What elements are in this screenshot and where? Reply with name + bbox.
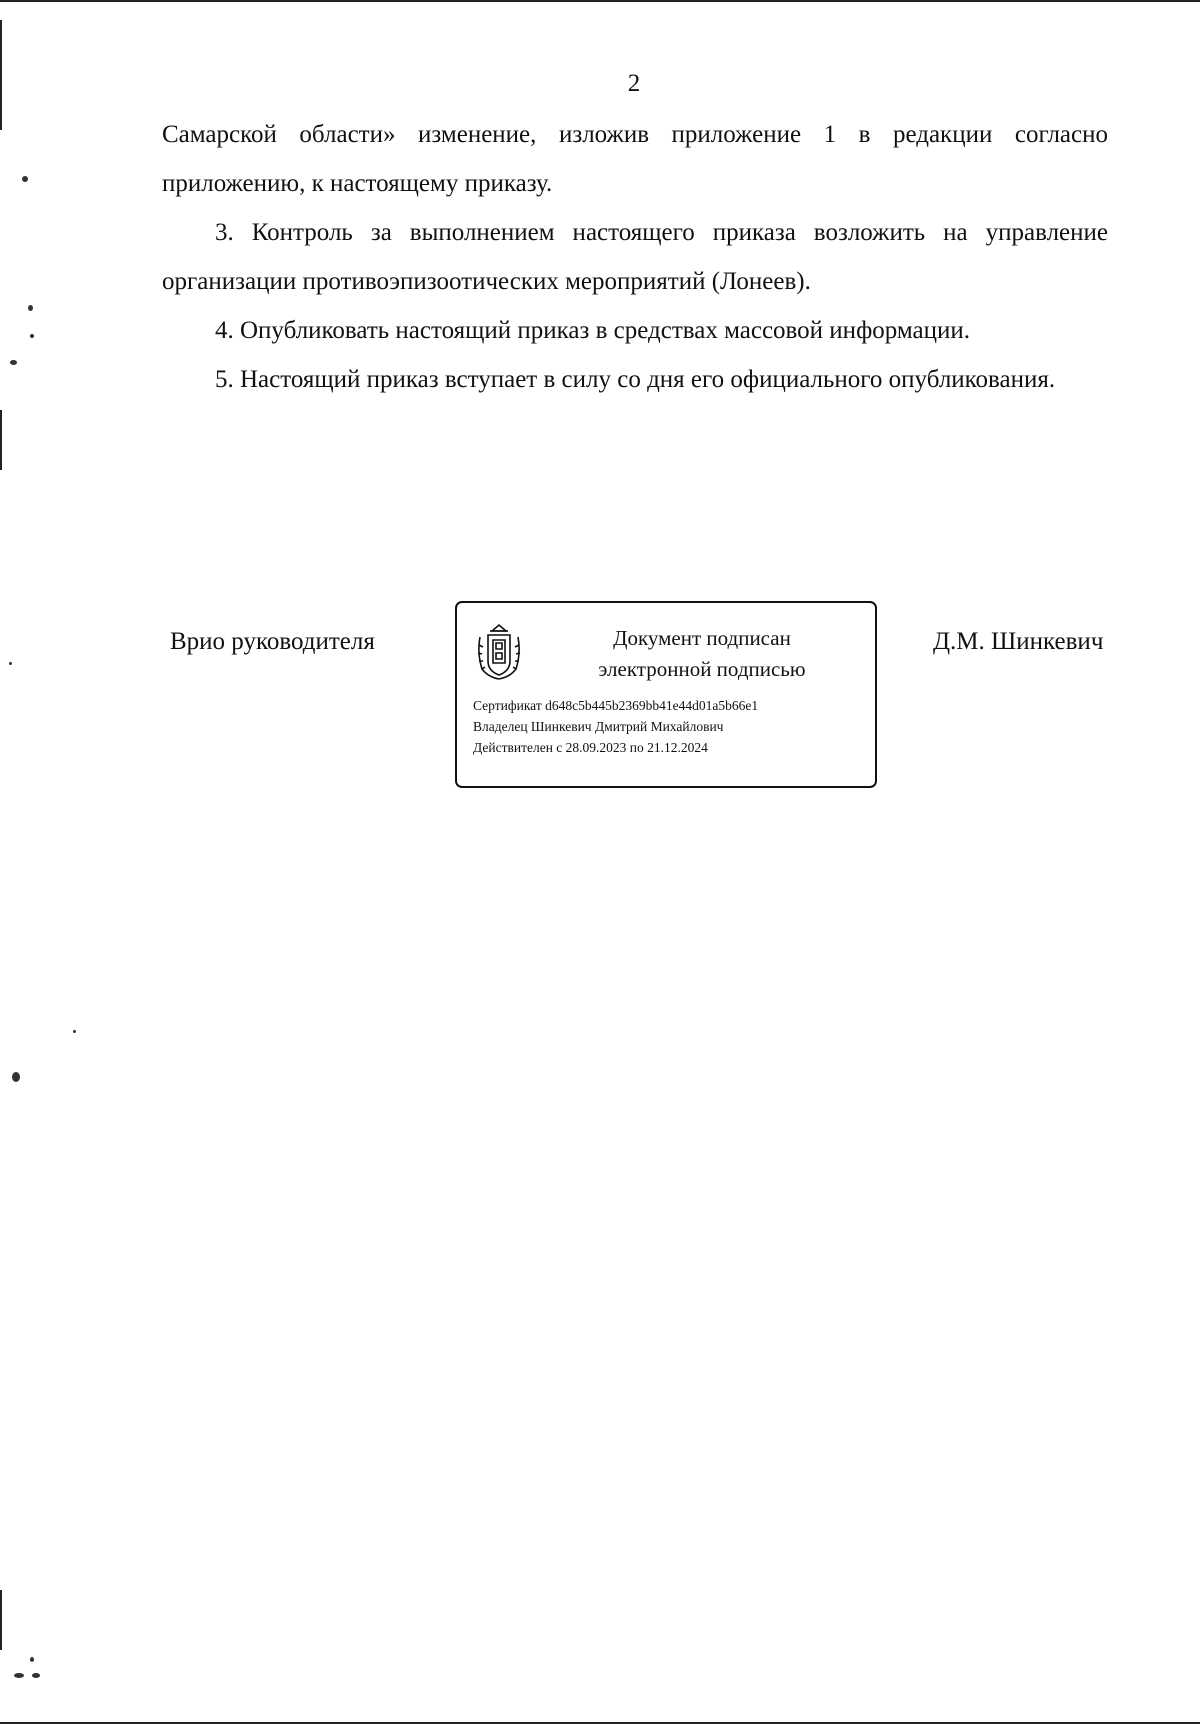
scan-border-left (0, 410, 2, 470)
certificate-number: Сертификат d648c5b445b2369bb41e44d01a5b66e1 (473, 698, 759, 713)
signature-details (473, 695, 873, 758)
scan-speck (10, 360, 17, 365)
certificate-validity: Действителен с 28.09.2023 по 21.12.2024 (473, 740, 708, 755)
signer-position: Врио руководителя (170, 628, 375, 655)
scan-border-left (0, 1590, 2, 1650)
scan-border-top (0, 0, 1200, 2)
paragraph-item-3: 3. Контроль за выполнением настоящего приказа возложить на управление организации противоэпизоотических мероприятий (Лонеев). (162, 219, 1108, 295)
coat-of-arms-icon (474, 623, 524, 681)
page-number: 2 (627, 70, 641, 97)
scan-speck (30, 1657, 34, 1662)
paragraph-item-5: 5. Настоящий приказ вступает в силу со дня его официального опубликования. (215, 366, 1056, 393)
paragraph-item-4: 4. Опубликовать настоящий приказ в средствах массовой информации. (215, 317, 971, 344)
scan-speck (28, 305, 33, 311)
electronic-signature-stamp (455, 601, 877, 788)
scan-speck (22, 176, 28, 182)
signature-heading-line2: электронной подписью (598, 657, 806, 681)
certificate-owner: Владелец Шинкевич Дмитрий Михайлович (473, 719, 724, 734)
paragraph-continuation: Самарской области» изменение, изложив приложение 1 в редакции согласно приложению, к настоящему приказу. (162, 121, 1108, 197)
scan-speck (30, 334, 34, 338)
scan-speck (12, 1072, 20, 1082)
signature-heading-line1: Документ подписан (613, 626, 791, 650)
document-body (162, 110, 1108, 404)
scan-speck (32, 1673, 40, 1678)
signature-heading (547, 623, 857, 685)
scan-speck (9, 662, 12, 665)
scan-speck (73, 1030, 76, 1033)
scan-speck (14, 1673, 24, 1678)
signer-name: Д.М. Шинкевич (933, 628, 1104, 655)
